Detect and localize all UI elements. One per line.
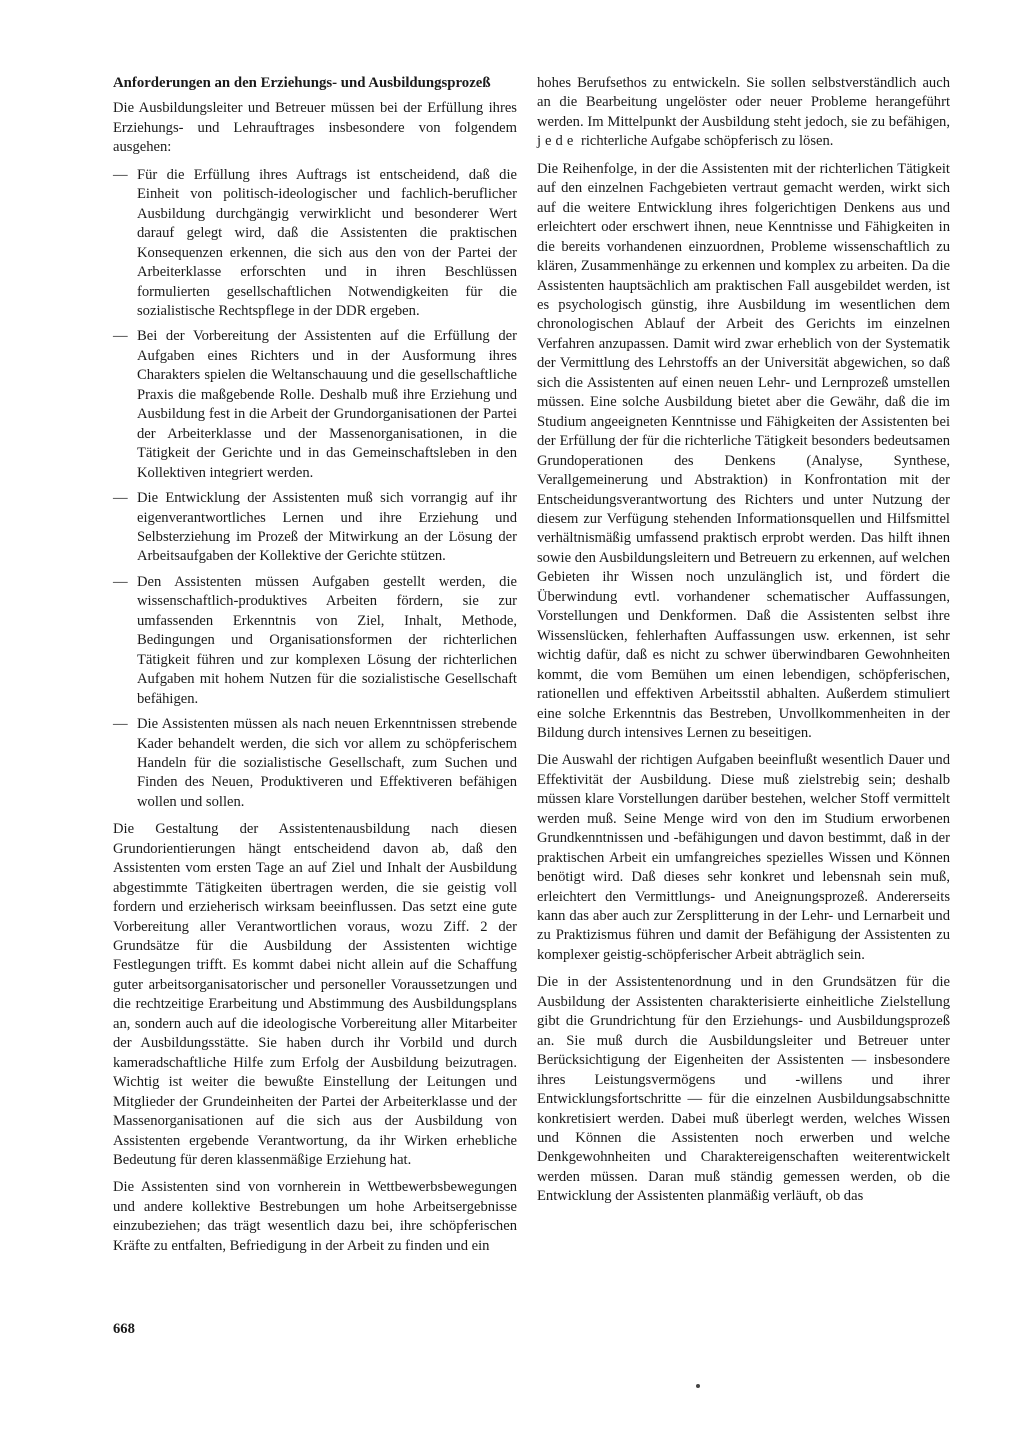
section-heading: Anforderungen an den Erziehungs- und Ausbildungsprozeß [113,75,491,91]
list-item: — Den Assistenten müssen Aufgaben gestellt werden, die wissenschaftlich-produktives Arbeiten fördern, sie zur umfassenden Erkenntnis von Ziel, Inhalt, Methode, Bedingungen und Organisationsformen der richterlichen Tätigkeit führen und zur komplexen Lösung der richterlichen Aufgaben mit hohem Nutzen für die sozialistische Gesellschaft befähigen. [113,573,517,709]
requirements-list [113,166,517,813]
list-item: — Die Assistenten müssen als nach neuen Erkenntnissen strebende Kader behandelt werden, die sich vor allem zu schöpferischem Handeln für die sozialistische Gesellschaft, zum Suchen und Finden des Neuen, Produktiveren und Effektiveren befähigen wollen und sollen. [113,715,517,812]
scan-speck [696,1384,700,1388]
page-number: 668 [113,1321,135,1337]
intro-paragraph: Die Ausbildungsleiter und Betreuer müssen bei der Erfüllung ihres Erziehungs- und Lehrauftrages insbesondere von folgendem ausgehen: [113,100,517,156]
paragraph: Die in der Assistentenordnung und in den Grundsätzen für die Ausbildung der Assistenten charakterisierte einheitliche Zielstellung gibt die Grundrichtung für den Erziehungs- und Ausbildungsprozeß an. Sie muß durch die Ausbildungsleiter und Betreuer unter Berücksichtigung der Eigenheiten der Assistenten — insbesondere ihres Leistungsvermögens und -willens und ihrer Entwicklungsfortschritte — für die einzelnen Ausbildungsabschnitte konkretisiert werden. Dabei muß überlegt werden, welches Wissen und Können die Assistenten noch erwerben und welche Denkgewohnheiten und Charaktereigenschaften weiterentwickelt werden müssen. Daran muß ständig gemessen werden, ob die Entwicklung der Assistenten planmäßig verläuft, ob das [537,974,950,1205]
right-column [537,74,950,1215]
paragraph: Die Gestaltung der Assistentenausbildung nach diesen Grundorientierungen hängt entscheidend davon ab, daß den Assistenten vom ersten Tage an auf Ziel und Inhalt der Ausbildung abgestimmte Tätigkeiten übertragen werden, die sie geistig voll fordern und erzieherisch wirksam beeinflussen. Das setzt eine gute Vorbereitung aller Verantwortlichen voraus, wozu Ziff. 2 der Grundsätze für die Ausbildung der Assistenten wichtige Festlegungen trifft. Es kommt dabei nicht allein auf die Schaffung guter arbeitsorganisatorischer und personeller Voraussetzungen und die rechtzeitige Erarbeitung und Abstimmung des Ausbildungsplans an, sondern auch auf die ideologische Vorbereitung aller Mitarbeiter der Ausbildungsstätte. Sie haben durch ihr Vorbild und durch kameradschaftliche Hilfe zum Erfolg der Ausbildung beizutragen. Wichtig ist weiter die bewußte Einstellung der Leitungen und Mitglieder der Grundeinheiten der Partei der Arbeiterklasse und der Massenorganisationen auf die sich aus der Ausbildung von Assistenten ergebende Verantwortung, da ihr Wirken erhebliche Bedeutung für deren klassenmäßige Erziehung hat. [113,821,517,1169]
text-run: richterliche Aufgabe schöpferisch zu lösen. [580,133,834,150]
paragraph: Die Auswahl der richtigen Aufgaben beeinflußt wesentlich Dauer und Effektivität der Ausbildung. Diese muß zielstrebig sein; deshalb müssen klare Vorstellungen darüber bestehen, welcher Stoff vermittelt werden muß. Seine Menge wird von den im Studium erworbenen Grundkenntnissen und -befähigungen und davon bestimmt, daß in der praktischen Arbeit ein umfangreiches spezielles Wissen und Können benötigt wird. Daß dieses sehr konkret und lebensnah sein muß, erleichtert den Vermittlungs- und Aneignungsprozeß. Andererseits kann das aber auch zur Zersplitterung in der Lehr- und Lernarbeit und zu Praktizismus führen und damit der Befähigung der Assistenten zu komplexer geistig-schöpferischer Arbeit abträglich sein. [537,752,950,963]
continued-paragraph [537,74,950,152]
text-run: hohes Berufsethos zu entwickeln. Sie sollen selbstverständlich auch an die Bearbeitung ungelöster oder neuer Probleme herangeführt werden. Im Mittelpunkt der Ausbildung steht jedoch, sie zu befähigen, [537,75,950,130]
list-item: — Die Entwicklung der Assistenten muß sich vorrangig auf ihr eigenverantwortliches Lernen und ihre Erziehung und Selbsterziehung im Prozeß der Mitwirkung an der Lösung der Arbeitsaufgaben der Kollektive der Gerichte stützen. [113,489,517,567]
paragraph: Die Reihenfolge, in der die Assistenten mit der richterlichen Tätigkeit auf den einzelnen Fachgebieten vertraut gemacht werden, wirkt sich auf die weitere Entwicklung ihres folgerichtigen Denkens aus und erleichtert oder erschwert ihnen, neue Kenntnisse und Fähigkeiten in die bereits vorhandenen einzuordnen, Probleme wissenschaftlich zu klären, Zusammenhänge zu erkennen und komplex zu arbeiten. Da die Assistenten hauptsächlich am praktischen Fall ausgebildet werden, ist es psychologisch günstig, ihre Ausbildung im wesentlichen dem chronologischen Ablauf der Arbeit des Gerichts im einzelnen Verfahren anzupassen. Damit wird zwar erheblich von der Systematik der Vermittlung des Lehrstoffs an der Universität abgewichen, so daß sich die Assistenten auf einen neuen Lehr- und Lernprozeß umstellen müssen. Eine solche Ausbildung bietet aber die Gewähr, daß die im Studium angeeigneten Kenntnisse und Fähigkeiten der Assistenten bei der Erfüllung der für die richterliche Tätigkeit besonders bedeutsamen Grundoperationen des Denkens (Analyse, Synthese, Verallgemeinerung und Abstraktion) in Konfrontation mit der Entscheidungsverantwortung des Richters und unter Nutzung der diesem zur Verfügung stehenden Informationsquellen und Hilfsmittel verhältnismäßig umfassend praktisch erprobt werden. Das hilft ihnen sowie den Ausbildungsleitern und Betreuern zu erkennen, auf welchen Gebieten ihr Wissen noch unzulänglich ist, und fördert die Überwindung evtl. vorhandener schematischer Auffassungen, Vorstellungen und Denkformen. Daß die Assistenten selbst ihre Wissenslücken, fehlerhaften Auffassungen usw. erkennen, ist sehr wichtig dafür, daß es nicht zu schwer überwindbaren Gewohnheiten kommt, die vom Bemühen um einen lebendigen, schöpferischen, rationellen und effektiven Arbeitsstil abhalten. Außerdem stimuliert eine solche Erkenntnis das Bestreben, Unvollkommenheiten in der Bildung durch intensives Lernen zu beseitigen. [537,160,950,741]
list-item: — Bei der Vorbereitung der Assistenten auf die Erfüllung der Aufgaben eines Richters und in der Ausformung ihres Charakters spielen die Weltanschauung und die gesellschaftliche Praxis die maßgebende Rolle. Deshalb muß ihre Erziehung und Ausbildung fest in die Arbeit der Grundorganisationen der Partei der Arbeiterklasse und der Massenorganisationen, in die Tätigkeit der Gerichte und in das Gemeinschaftsleben in den Kollektiven integriert werden. [113,327,517,483]
list-item: — Für die Erfüllung ihres Auftrags ist entscheidend, daß die Einheit von politisch-ideologischer und fachlich-beruflicher Ausbildung durchgängig verwirklicht und besonderer Wert darauf gelegt wird, daß die Assistenten die praktischen Konsequenzen erkennen, die sich aus den von der Partei der Arbeiterklasse erforschten und in ihren Beschlüssen formulierten gesellschaftlichen Notwendigkeiten für die sozialistische Rechtspflege in der DDR ergeben. [113,166,517,322]
paragraph: Die Assistenten sind von vornherein in Wettbewerbsbewegungen und andere kollektive Bestrebungen um hohe Arbeitsergebnisse einzubeziehen; das trägt wesentlich dazu bei, ihre schöpferischen Kräfte zu entfalten, Befriedigung in der Arbeit zu finden und ein [113,1179,517,1254]
emphasized-word: jede [537,133,578,150]
left-column [113,74,517,1264]
